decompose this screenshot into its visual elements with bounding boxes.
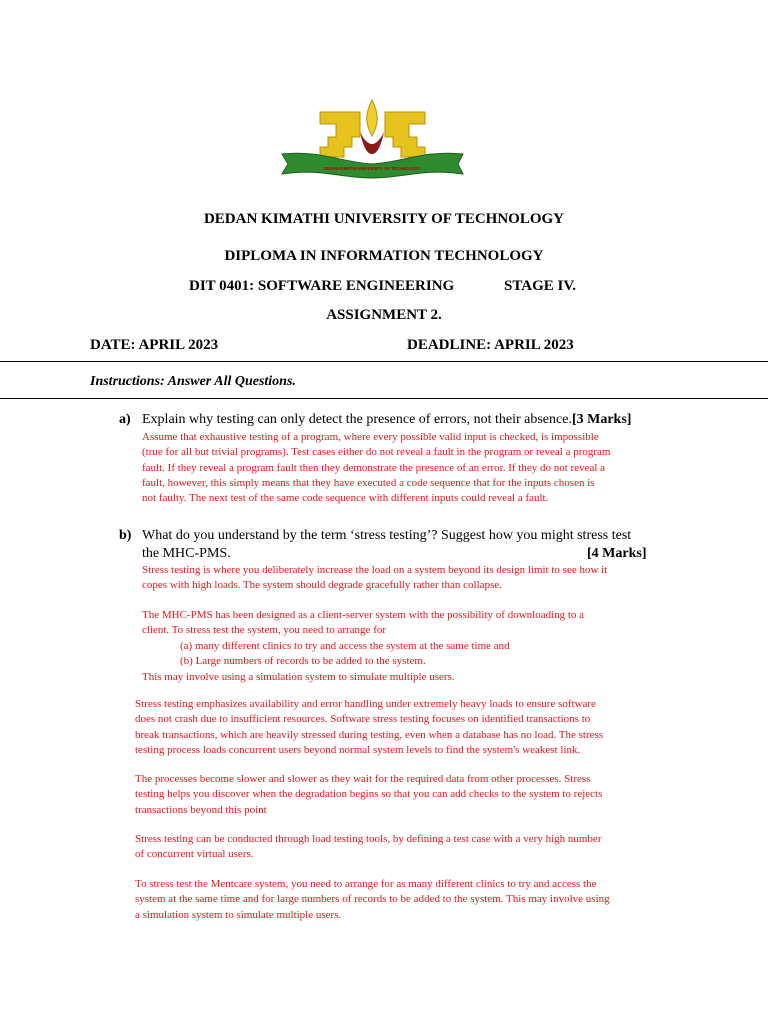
- logo-text: DEDAN KIMATHI UNIVERSITY OF TECHNOLOGY: [323, 166, 421, 171]
- program-title: DIPLOMA IN INFORMATION TECHNOLOGY: [224, 248, 544, 264]
- answer-line: of concurrent virtual users.: [135, 848, 254, 861]
- answer-line: To stress test the Mentcare system, you need to arrange for as many different clinics to try and access the: [135, 878, 597, 890]
- answer-b-para1: [142, 563, 607, 594]
- answer-line: break transactions, which are heavily stressed during testing, even when a database has no load. The stress: [135, 728, 604, 741]
- question-a-prompt: Explain why testing can only detect the presence of errors, not their absence.: [142, 412, 572, 427]
- answer-line: Assume that exhaustive testing of a program, where every possible valid input is checked, is impossible: [142, 431, 599, 443]
- answer-b-para6: [135, 832, 601, 863]
- answer-line: copes with high loads. The system should degrade gracefully rather than collapse.: [142, 579, 502, 592]
- question-b-letter: b): [119, 528, 132, 543]
- instructions-divider: [0, 398, 768, 399]
- question-b-marks: [4 Marks]: [587, 546, 647, 561]
- stage-label: STAGE IV.: [504, 278, 576, 294]
- answer-a: [142, 430, 611, 506]
- university-crest-logo: [280, 92, 465, 182]
- question-a-letter: a): [119, 412, 131, 427]
- list-item: (a) many different clinics to try and access the system at the same time and: [180, 640, 510, 652]
- header-divider: [0, 361, 768, 362]
- answer-line: fault. If they reveal a program fault then they demonstrate the presence of an error. If they do not reveal a: [142, 461, 606, 474]
- answer-line: The MHC-PMS has been designed as a client-server system with the possibility of downloading to a: [142, 609, 585, 621]
- question-a-text: [142, 411, 631, 429]
- answer-line: fault, however, this simply means that they have executed a code sequence that for the inputs chosen is: [142, 476, 595, 489]
- answer-line: Stress testing can be conducted through load testing tools, by defining a test case with a very high number: [135, 833, 602, 845]
- date-label: DATE: APRIL 2023: [90, 337, 219, 353]
- answer-line: Stress testing is where you deliberately increase the load on a system beyond its design limit to see how it: [142, 564, 608, 576]
- answer-b-para2: [142, 608, 584, 639]
- answer-line: (true for all but trivial programs). Test cases either do not reveal a fault in the program or reveal a program: [142, 446, 611, 459]
- answer-b-para3: This may involve using a simulation system to simulate multiple users.: [142, 671, 455, 683]
- answer-b-para7: [135, 877, 610, 923]
- question-b-line1: What do you understand by the term ‘stress testing’? Suggest how you might stress test: [142, 528, 632, 543]
- answer-line: The processes become slower and slower as they wait for the required data from other processes. Stress: [135, 773, 591, 785]
- answer-line: a simulation system to simulate multiple users.: [135, 908, 342, 921]
- answer-line: not faulty. The next test of the same code sequence with different inputs could reveal a fault.: [142, 492, 549, 505]
- answer-line: testing process loads concurrent users beyond normal system levels to find the system's weakest link.: [135, 743, 581, 756]
- deadline-label: DEADLINE: APRIL 2023: [407, 337, 574, 353]
- list-item: (b) Large numbers of records to be added to the system.: [180, 655, 426, 668]
- question-a-marks: [3 Marks]: [571, 412, 632, 427]
- answer-line: Stress testing emphasizes availability and error handling under extremely heavy loads to ensure software: [135, 698, 596, 710]
- answer-line: client. To stress test the system, you need to arrange for: [142, 624, 387, 637]
- assignment-title: ASSIGNMENT 2.: [326, 307, 442, 323]
- answer-line: system at the same time and for large numbers of records to be added to the system. This may involve using: [135, 893, 610, 906]
- answer-line: testing helps you discover when the degradation begins so that you can add checks to the system to rejects: [135, 788, 603, 801]
- answer-line: does not crash due to insufficient resources. Software stress testing focuses on identified transactions to: [135, 713, 591, 726]
- instructions: Instructions: Answer All Questions.: [90, 374, 296, 389]
- question-b-line2: the MHC-PMS.: [142, 546, 231, 561]
- answer-b-list: [180, 639, 510, 670]
- answer-line: transactions beyond this point: [135, 803, 267, 816]
- course-title: DIT 0401: SOFTWARE ENGINEERING: [189, 278, 455, 294]
- answer-b-para5: [135, 772, 602, 818]
- answer-b-para4: [135, 697, 603, 758]
- university-name: DEDAN KIMATHI UNIVERSITY OF TECHNOLOGY: [203, 211, 565, 227]
